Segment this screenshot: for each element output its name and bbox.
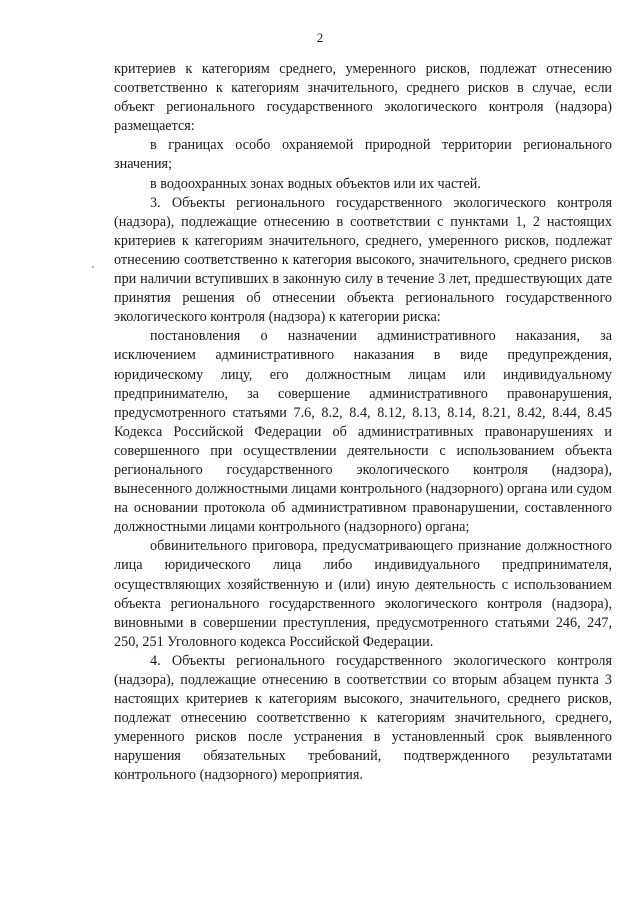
paragraph-item-3: 3. Объекты регионального государственного экологического контроля (надзора), подлежащие отнесению в соответствии с пунктами 1, 2 настоящих критериев к категориям значительного, среднего, умеренного рисков, подлежат отнесению соответственно к категория высокого, значительного, среднего рисков при наличии вступивших в законную силу в течение 3 лет, предшествующих дате принятия решения об отнесении объекта регионального государственного экологического контроля (надзора) к категории риска:: [114, 194, 612, 326]
document-body: [114, 60, 612, 786]
page-number: 2: [316, 30, 324, 45]
paragraph-item-4: 4. Объекты регионального государственного экологического контроля (надзора), подлежащие отнесению в соответствии со вторым абзацем пункта 3 настоящих критериев к категориям высокого, значительного, среднего рисков, подлежат отнесению соответственно к категориям значительного, среднего, умеренного рисков после устранения в установленный срок выявленного нарушения обязательных требований, подтвержденного результатами контрольного (надзорного) мероприятия.: [114, 652, 612, 784]
paragraph-protected-territory: в границах особо охраняемой природной территории регионального значения;: [114, 137, 612, 173]
paragraph-administrative-resolution: постановления о назначении административного наказания, за исключением административного наказания в виде предупреждения, юридическому лицу, его должностным лицам или индивидуальному предпринимателю, за совершение административного правонарушения, предусмотренного статьями 7.6, 8.2, 8.4, 8.12, 8.13, 8.14, 8.21, 8.42, 8.44, 8.45 Кодекса Российской Федерации об административных правонарушениях и совершенного при осуществлении деятельности с использованием объекта регионального государственного экологического контроля (надзора), вынесенного должностными лицами контрольного (надзорного) органа или судом на основании протокола об административном правонарушении, составленного должностными лицами контрольного (надзорного) органа;: [114, 328, 612, 536]
paragraph-guilty-verdict: обвинительного приговора, предусматривающего признание должностного лица юридического лица либо индивидуального предпринимателя, осуществляющих хозяйственную и (или) иную деятельность с использованием объекта регионального государственного экологического контроля (надзора), виновными в совершении преступления, предусмотренного статьями 246, 247, 250, 251 Уголовного кодекса Российской Федерации.: [114, 538, 612, 650]
paragraph-continuation: критериев к категориям среднего, умеренного рисков, подлежат отнесению соответственно к категориям значительного, среднего рисков в случае, если объект регионального государственного экологического контроля (надзора) размещается:: [114, 61, 612, 135]
paragraph-water-protection-zones: в водоохранных зонах водных объектов или их частей.: [150, 175, 481, 192]
scan-artifact-dot: [92, 266, 94, 268]
